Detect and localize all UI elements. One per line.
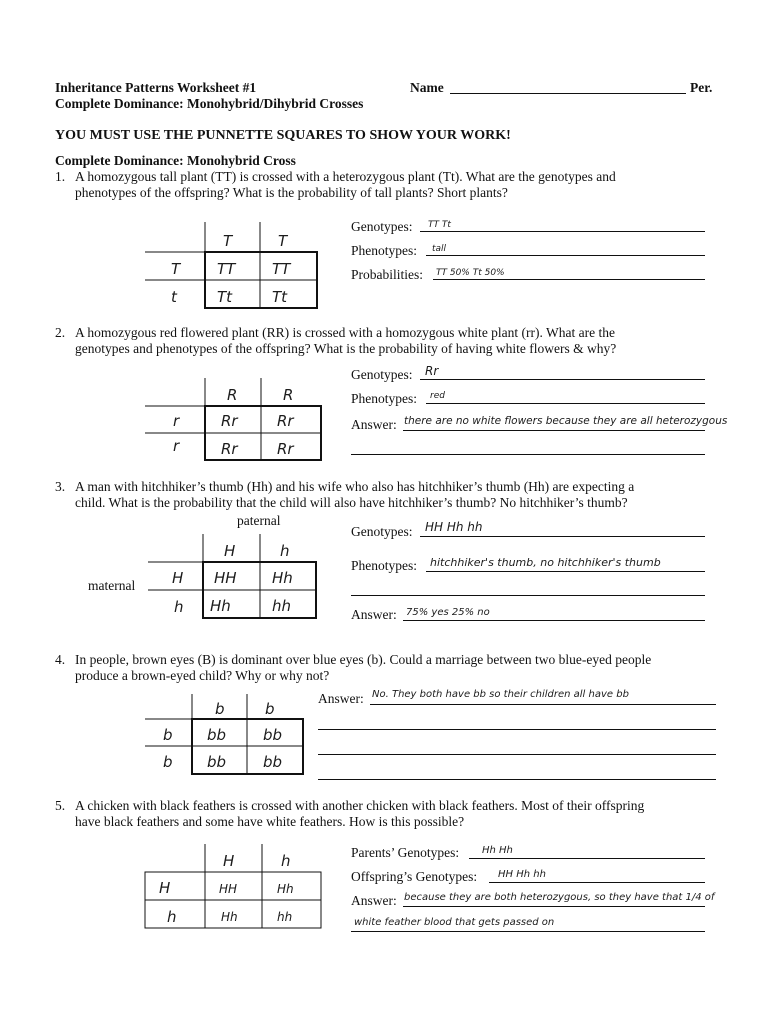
q4-answer-line-2[interactable] xyxy=(318,729,716,730)
q1-side-allele-1: T xyxy=(171,260,181,278)
q5-parents-answer: Hh Hh xyxy=(482,845,513,856)
q3-genotypes-line[interactable] xyxy=(420,536,705,537)
q4-punnett-square xyxy=(145,694,307,778)
q2-punnett-square xyxy=(145,378,325,463)
q1-phenotypes-label: Phenotypes: xyxy=(351,243,417,258)
q3-answer-line[interactable] xyxy=(403,620,705,621)
q4-text-line2: produce a brown-eyed child? Why or why not? xyxy=(75,668,330,683)
q1-probabilities-label: Probabilities: xyxy=(351,267,423,282)
q2-cell-2-2: Rr xyxy=(277,440,294,458)
q2-answer-label: Answer: xyxy=(351,417,397,432)
q4-side-allele-2: b xyxy=(163,753,173,771)
q3-phenotypes-label: Phenotypes: xyxy=(351,558,417,573)
q2-top-allele-1: R xyxy=(227,386,238,404)
q4-cell-1-2: bb xyxy=(263,726,283,744)
q3-phenotypes-line-1[interactable] xyxy=(426,571,705,572)
instruction-text: YOU MUST USE THE PUNNETTE SQUARES TO SHOW YOUR WORK! xyxy=(55,128,511,143)
q2-answer-text: there are no white flowers because they are all heterozygous xyxy=(404,415,728,427)
worksheet-title: Inheritance Patterns Worksheet #1 xyxy=(55,80,257,95)
q2-genotypes-answer: Rr xyxy=(425,364,439,378)
q1-cell-2-1: Tt xyxy=(217,288,233,306)
q3-cell-2-1: Hh xyxy=(210,597,231,615)
q3-text-line1: A man with hitchhiker’s thumb (Hh) and his wife who also has hitchhiker’s thumb (Hh) are expecting a xyxy=(75,479,635,494)
q5-parents-label: Parents’ Genotypes: xyxy=(351,845,460,860)
q5-answer-label: Answer: xyxy=(351,893,397,908)
q4-top-allele-2: b xyxy=(265,700,275,718)
q1-top-allele-1: T xyxy=(223,232,233,250)
q1-cell-2-2: Tt xyxy=(272,288,288,306)
q4-answer-line-3[interactable] xyxy=(318,754,716,755)
q3-cell-1-2: Hh xyxy=(272,569,293,587)
q1-text-line1: A homozygous tall plant (TT) is crossed with a heterozygous plant (Tt). What are the genotypes and xyxy=(75,169,616,184)
q3-text-line2: child. What is the probability that the child will also have hitchhiker’s thumb? No hitchhiker’s thumb? xyxy=(75,495,628,510)
q2-side-allele-1: r xyxy=(173,412,180,430)
q2-phenotypes-label: Phenotypes: xyxy=(351,391,417,406)
q2-genotypes-line[interactable] xyxy=(420,379,705,380)
q2-answer-line-2[interactable] xyxy=(351,454,705,455)
q5-answer-line-2[interactable] xyxy=(351,931,705,932)
q5-parents-line[interactable] xyxy=(469,858,705,859)
period-label: Per. xyxy=(690,80,713,95)
q4-side-allele-1: b xyxy=(163,726,173,744)
q4-top-allele-1: b xyxy=(215,700,225,718)
q1-top-allele-2: T xyxy=(278,232,288,250)
q2-cell-1-1: Rr xyxy=(221,412,238,430)
section-heading: Complete Dominance: Monohybrid Cross xyxy=(55,153,296,168)
q3-number: 3. xyxy=(55,479,66,494)
q2-phenotypes-line[interactable] xyxy=(426,403,705,404)
q5-answer-text-1: because they are both heterozygous, so they have that 1/4 of xyxy=(404,892,715,903)
q5-cell-1-1: HH xyxy=(219,882,238,896)
q5-cell-2-2: hh xyxy=(277,910,293,924)
q5-text-line1: A chicken with black feathers is crossed with another chicken with black feathers. Most of their offspring xyxy=(75,798,645,813)
q1-number: 1. xyxy=(55,169,66,184)
q2-number: 2. xyxy=(55,325,66,340)
q4-number: 4. xyxy=(55,652,66,667)
q1-phenotypes-line[interactable] xyxy=(426,255,705,256)
q1-probabilities-answer: TT 50% Tt 50% xyxy=(436,268,505,278)
q2-phenotypes-answer: red xyxy=(430,391,445,401)
q1-cell-1-1: TT xyxy=(217,260,236,278)
q3-top-allele-2: h xyxy=(280,542,290,560)
q4-answer-line-1[interactable] xyxy=(370,704,716,705)
q2-genotypes-label: Genotypes: xyxy=(351,367,413,382)
q5-top-allele-2: h xyxy=(281,852,291,870)
q2-top-allele-2: R xyxy=(283,386,294,404)
q4-cell-2-1: bb xyxy=(207,753,227,771)
q2-side-allele-2: r xyxy=(173,437,180,455)
q5-cell-1-2: Hh xyxy=(277,882,294,896)
q4-answer-text: No. They both have bb so their children all have bb xyxy=(372,689,629,700)
q5-offspring-label: Offspring’s Genotypes: xyxy=(351,869,478,884)
q1-phenotypes-answer: tall xyxy=(432,244,447,254)
q3-genotypes-label: Genotypes: xyxy=(351,524,413,539)
q5-number: 5. xyxy=(55,798,66,813)
q3-answer-label: Answer: xyxy=(351,607,397,622)
q4-cell-2-2: bb xyxy=(263,753,283,771)
q5-answer-line-1[interactable] xyxy=(403,906,705,907)
q3-side-allele-1: H xyxy=(172,569,184,587)
q3-punnett-square xyxy=(148,534,320,620)
q1-genotypes-line[interactable] xyxy=(420,231,705,232)
q4-text-line1: In people, brown eyes (B) is dominant over blue eyes (b). Could a marriage between two blue-eyed people xyxy=(75,652,652,667)
q5-punnett-square xyxy=(145,844,325,930)
q1-side-allele-2: t xyxy=(171,288,177,306)
q3-top-allele-1: H xyxy=(224,542,236,560)
q3-cell-2-2: hh xyxy=(272,597,292,615)
q5-side-allele-1: H xyxy=(159,879,171,897)
q2-text-line1: A homozygous red flowered plant (RR) is crossed with a homozygous white plant (rr). What are the xyxy=(75,325,615,340)
q1-text-line2: phenotypes of the offspring? What is the probability of tall plants? Short plants? xyxy=(75,185,508,200)
q3-phenotypes-line-2[interactable] xyxy=(351,595,705,596)
q1-genotypes-answer: TT Tt xyxy=(428,220,451,230)
q5-answer-text-2: white feather blood that gets passed on xyxy=(354,917,555,928)
q2-text-line2: genotypes and phenotypes of the offspring? What is the probability of having white flowers & why? xyxy=(75,341,617,356)
q1-genotypes-label: Genotypes: xyxy=(351,219,413,234)
q3-maternal-label: maternal xyxy=(88,578,136,593)
q5-side-allele-2: h xyxy=(167,908,177,926)
q3-cell-1-1: HH xyxy=(214,569,237,587)
worksheet-subtitle: Complete Dominance: Monohybrid/Dihybrid Crosses xyxy=(55,96,364,111)
q5-text-line2: have black feathers and some have white feathers. How is this possible? xyxy=(75,814,465,829)
q3-side-allele-2: h xyxy=(174,598,184,616)
name-line[interactable] xyxy=(450,93,686,94)
q2-cell-2-1: Rr xyxy=(221,440,238,458)
q3-phenotypes-answer: hitchhiker's thumb, no hitchhiker's thumb xyxy=(430,556,661,569)
q3-genotypes-answer: HH Hh hh xyxy=(425,520,483,534)
q3-paternal-label: paternal xyxy=(237,513,281,528)
name-label: Name xyxy=(410,80,444,95)
q5-top-allele-1: H xyxy=(223,852,235,870)
q1-punnett-square xyxy=(145,222,320,312)
q3-answer-text: 75% yes 25% no xyxy=(406,607,490,618)
q4-answer-label: Answer: xyxy=(318,691,364,706)
q2-answer-line-1[interactable] xyxy=(403,430,705,431)
q5-cell-2-1: Hh xyxy=(221,910,238,924)
q1-cell-1-2: TT xyxy=(272,260,291,278)
q4-cell-1-1: bb xyxy=(207,726,227,744)
q5-offspring-answer: HH Hh hh xyxy=(498,869,546,880)
q5-offspring-line[interactable] xyxy=(489,882,705,883)
q1-probabilities-line[interactable] xyxy=(433,279,705,280)
q4-answer-line-4[interactable] xyxy=(318,779,716,780)
q2-cell-1-2: Rr xyxy=(277,412,294,430)
